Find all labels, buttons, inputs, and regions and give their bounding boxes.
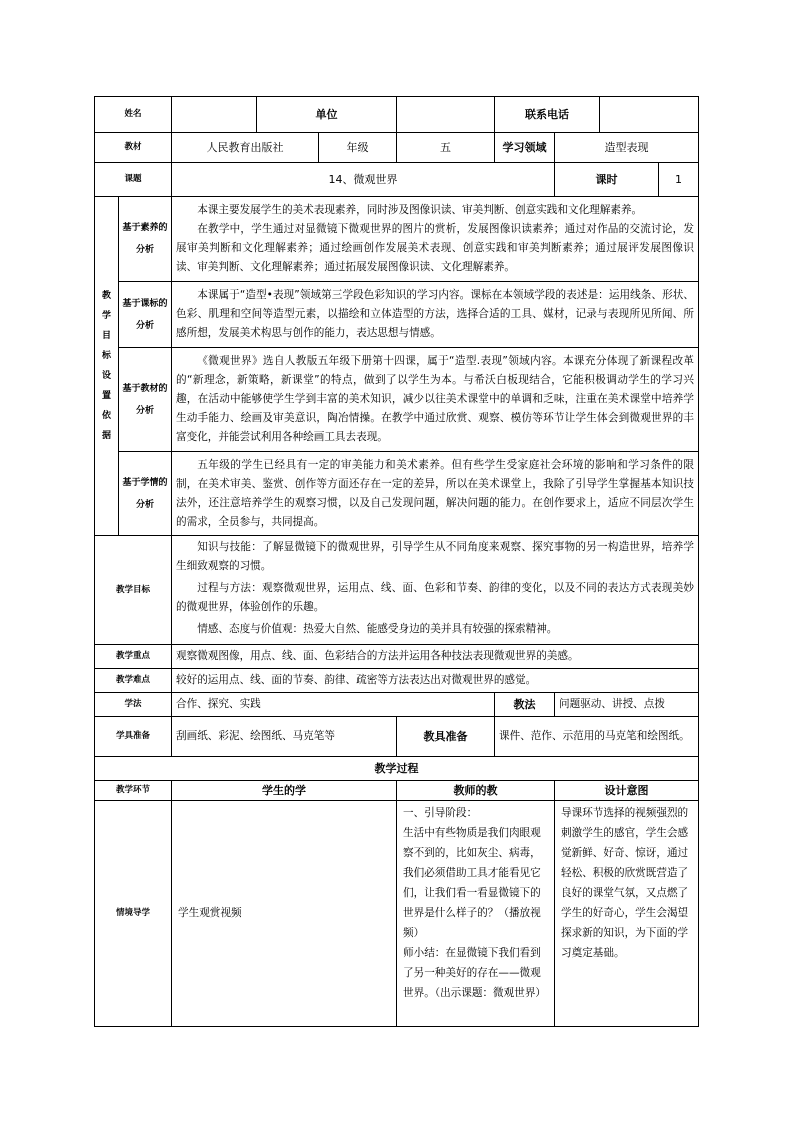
difficulty-row [95, 669, 699, 693]
lesson-plan-table [94, 96, 699, 1027]
teach-method-value: 问题驱动、讲授、点拨 [555, 693, 699, 717]
process-row [95, 801, 699, 1027]
process-header-row [95, 781, 699, 801]
header-row-contact [95, 97, 699, 133]
basis-label-literacy: 基于素养的分析 [119, 197, 172, 282]
process-title-row [95, 757, 699, 781]
basis-row-textbook [95, 348, 699, 452]
header-row-topic [95, 163, 699, 197]
objectives-text: 知识与技能：了解显微镜下的微观世界，引导学生从不同角度来观察、探究事物的另一构造世界，培养学生细致观察的习惯。 过程与方法：观察微观世界，运用点、线、面、色彩和节奏、韵律的变化，以及不同的表达方式表现美妙的微观世界，体验创作的乐趣。 情感、态度与价值观：热爱大自然、能感受身边的美并具有较强的探索精神。 [172, 536, 699, 645]
objectives-row [95, 536, 699, 645]
basis-label-textbook: 基于教材的分析 [119, 348, 172, 452]
difficulty-text: 较好的运用点、线、面的节奏、韵律、疏密等方法表达出对微观世界的感觉。 [172, 669, 699, 693]
hours-label: 课时 [555, 163, 659, 197]
basis-label-standards: 基于课标的分析 [119, 282, 172, 348]
basis-text-standards: 本课属于“造型•表现”领域第三学段色彩知识的学习内容。课标在本领域学段的表述是：运用线条、形状、色彩、肌理和空间等造型元素，以描绘和立体造型的方法，选择合适的工具、媒材，记录与表现所见所闻、所感所想，发展美术构思与创作的能力，表达思想与情感。 [172, 282, 699, 348]
basis-row-literacy [95, 197, 699, 282]
basis-text-literacy: 本课主要发展学生的美术表现素养，同时涉及图像识读、审美判断、创意实践和文化理解素养。 在教学中，学生通过对显微镜下微观世界的图片的赏析，发展图像识读素养；通过对作品的交流讨论，发展审美判断和文化理解素养；通过绘画创作发展美术表现、创意实践和审美判断素养；通过展评发展图像识读、审美判断、文化理解素养；通过拓展发展图像识读、文化理解素养。 [172, 197, 699, 282]
key-point-text: 观察微观图像，用点、线、面、色彩结合的方法并运用各种技法表现微观世界的美感。 [172, 645, 699, 669]
unit-value [397, 97, 495, 133]
phone-value [600, 97, 699, 133]
grade-value: 五 [397, 133, 495, 163]
grade-label: 年级 [319, 133, 397, 163]
objectives-label: 教学目标 [95, 536, 172, 645]
textbook-value: 人民教育出版社 [172, 133, 319, 163]
process-col-student: 学生的学 [172, 781, 397, 801]
topic-value: 14、微观世界 [172, 163, 555, 197]
process-student: 学生观赏视频 [172, 801, 397, 1027]
topic-label: 课题 [95, 163, 172, 197]
process-stage: 情境导学 [95, 801, 172, 1027]
study-method-label: 学法 [95, 693, 172, 717]
difficulty-label: 教学难点 [95, 669, 172, 693]
teach-method-label: 教法 [495, 693, 555, 717]
textbook-label: 教材 [95, 133, 172, 163]
lesson-plan-page [94, 96, 698, 1027]
student-prep-label: 学具准备 [95, 717, 172, 757]
study-method-value: 合作、探究、实践 [172, 693, 495, 717]
key-point-label: 教学重点 [95, 645, 172, 669]
process-title: 教学过程 [95, 757, 699, 781]
unit-label: 单位 [257, 97, 397, 133]
hours-value: 1 [659, 163, 699, 197]
process-col-stage: 教学环节 [95, 781, 172, 801]
teacher-prep-label: 教具准备 [397, 717, 495, 757]
process-col-intent: 设计意图 [555, 781, 699, 801]
basis-row-standards [95, 282, 699, 348]
basis-side-label: 教 学 目 标 设 置 依 据 [95, 197, 119, 536]
phone-label: 联系电话 [495, 97, 600, 133]
process-col-teacher: 教师的教 [397, 781, 555, 801]
basis-text-textbook: 《微观世界》选自人教版五年级下册第十四课，属于“造型.表现”领域内容。本课充分体现了新课程改革的“新理念，新策略，新课堂”的特点，做到了以学生为本。与希沃白板现结合，它能积极调动学生的学习兴趣，在活动中能够使学生学到丰富的美术知识，减少以往美术课堂中的单调和乏味，注重在美术课堂中培养学生动手能力、绘画及审美意识，陶冶情操。在教学中通过欣赏、观察、模仿等环节让学生体会到微观世界的丰富变化，并能尝试利用各种绘画工具去表现。 [172, 348, 699, 452]
methods-row [95, 693, 699, 717]
process-intent: 导课环节选择的视频强烈的刺激学生的感官，学生会感觉新鲜、好奇、惊讶，通过轻松、积极的欣赏既营造了良好的课堂气氛，又点燃了学生的好奇心，学生会渴望探求新的知识，为下面的学习奠定基础。 [555, 801, 699, 1027]
preparation-row [95, 717, 699, 757]
student-prep-value: 刮画纸、彩泥、绘图纸、马克笔等 [172, 717, 397, 757]
domain-value: 造型表现 [555, 133, 699, 163]
header-row-textbook [95, 133, 699, 163]
process-teacher: 一、引导阶段： 生活中有些物质是我们肉眼观察不到的，比如灰尘、病毒，我们必须借助工具才能看见它们，让我们看一看显微镜下的世界是什么样子的？（播放视频） 师小结：在显微镜下我们看到了另一种美好的存在——微观世界。（出示课题：微观世界） [397, 801, 555, 1027]
basis-label-learners: 基于学情的分析 [119, 452, 172, 536]
basis-text-learners: 五年级的学生已经具有一定的审美能力和美术素养。但有些学生受家庭社会环境的影响和学习条件的限制，在美术审美、鉴赏、创作等方面还存在一定的差异，所以在美术课堂上，我除了引导学生掌握基本知识技法外，还注意培养学生的观察习惯，以及自己发现问题，解决问题的能力。在创作要求上，适应不同层次学生的需求，全员参与，共同提高。 [172, 452, 699, 536]
basis-row-learners [95, 452, 699, 536]
key-point-row [95, 645, 699, 669]
domain-label: 学习领域 [495, 133, 555, 163]
name-value [172, 97, 257, 133]
name-label: 姓名 [95, 97, 172, 133]
teacher-prep-value: 课件、范作、示范用的马克笔和绘图纸。 [495, 717, 699, 757]
